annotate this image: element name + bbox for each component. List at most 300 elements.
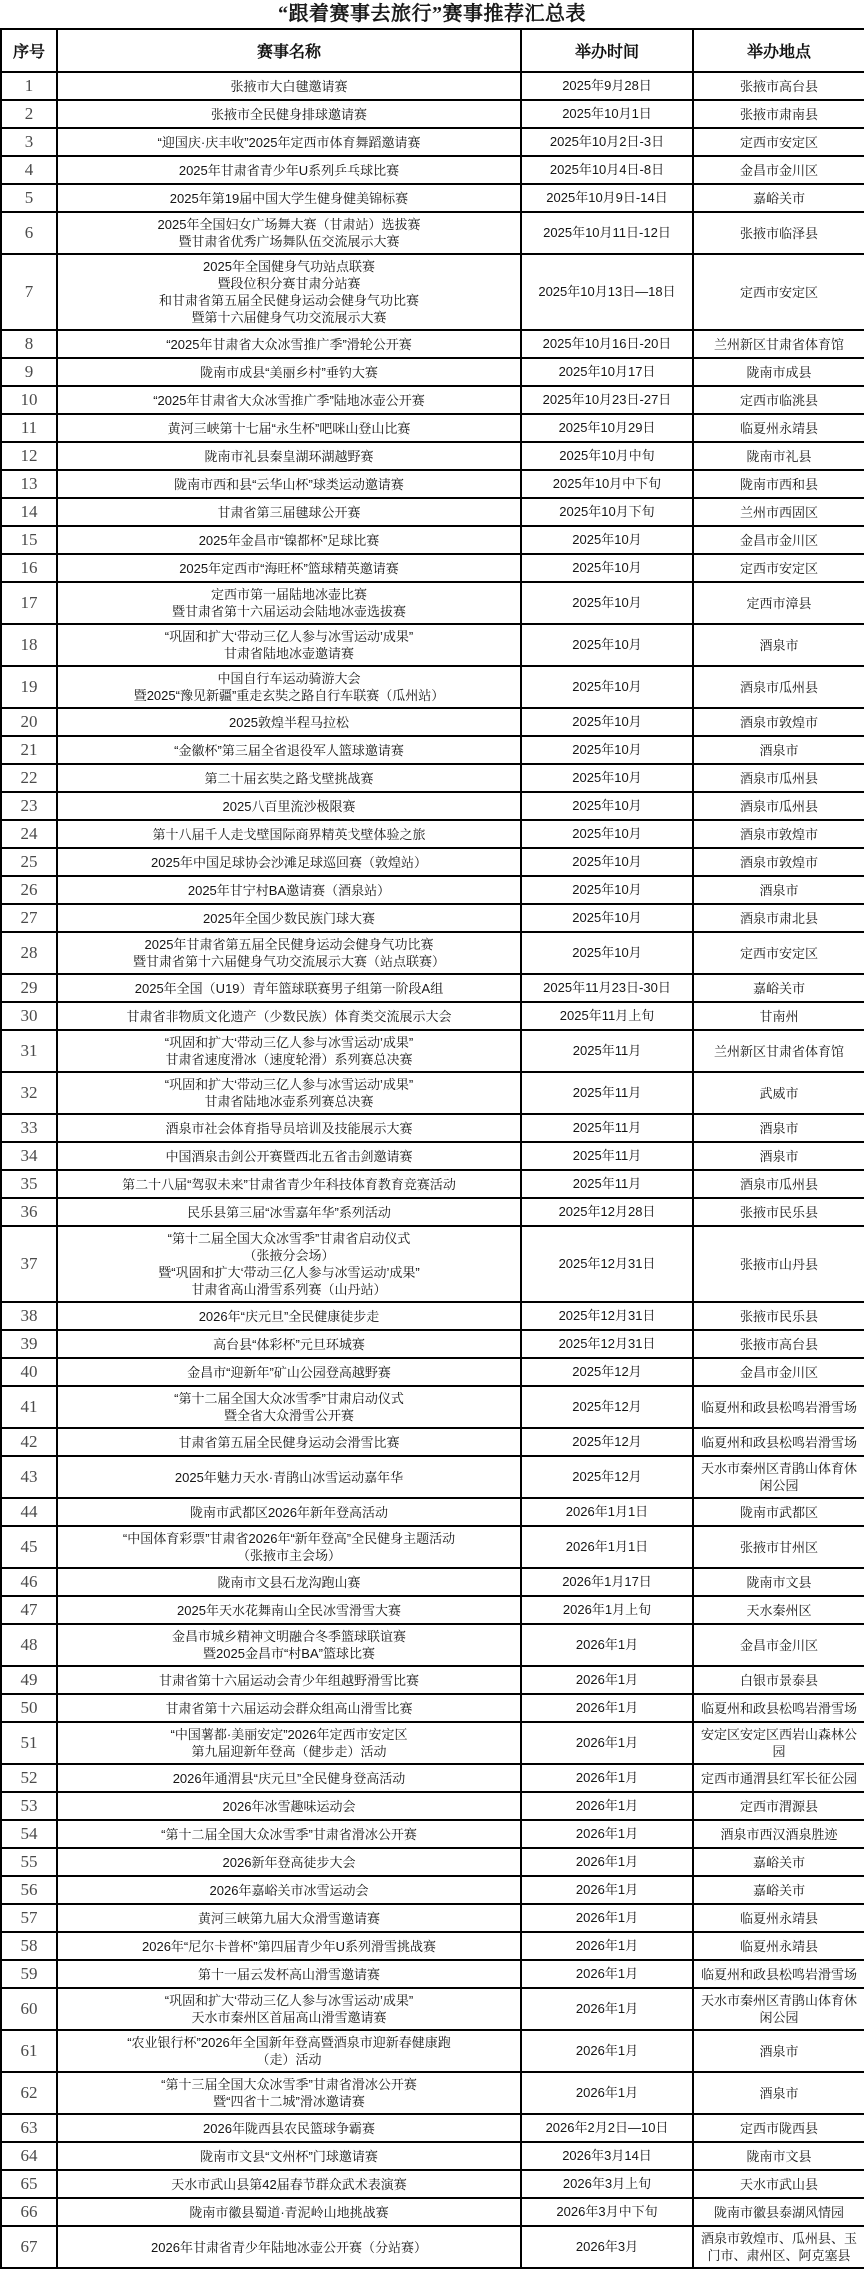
- table-row: [1, 100, 864, 128]
- table-row: [1, 2198, 864, 2226]
- event-location: 酒泉市: [693, 2072, 864, 2114]
- event-time: 2026年3月14日: [521, 2142, 693, 2170]
- row-index: 17: [1, 582, 57, 624]
- table-row: [1, 792, 864, 820]
- event-location: 金昌市金川区: [693, 1358, 864, 1386]
- event-time: 2025年10月: [521, 848, 693, 876]
- event-name: “农业银行杯”2026年全国新年登高暨酒泉市迎新春健康跑 （走）活动: [57, 2030, 521, 2072]
- event-name: 2026年陇西县农民篮球争霸赛: [57, 2114, 521, 2142]
- event-name: 第十一届云发杯高山滑雪邀请赛: [57, 1960, 521, 1988]
- row-index: 37: [1, 1226, 57, 1302]
- row-index: 38: [1, 1302, 57, 1330]
- event-time: 2025年10月4日-8日: [521, 156, 693, 184]
- row-index: 25: [1, 848, 57, 876]
- event-time: 2025年9月28日: [521, 72, 693, 100]
- table-row: [1, 1960, 864, 1988]
- row-index: 2: [1, 100, 57, 128]
- event-time: 2025年10月17日: [521, 358, 693, 386]
- table-row: [1, 708, 864, 736]
- header-event-time: 举办时间: [521, 29, 693, 72]
- row-index: 20: [1, 708, 57, 736]
- row-index: 16: [1, 554, 57, 582]
- table-row: [1, 974, 864, 1002]
- row-index: 62: [1, 2072, 57, 2114]
- event-location: 陇南市礼县: [693, 442, 864, 470]
- row-index: 23: [1, 792, 57, 820]
- row-index: 1: [1, 72, 57, 100]
- event-location: 陇南市文县: [693, 2142, 864, 2170]
- table-row: [1, 1198, 864, 1226]
- event-time: 2025年10月: [521, 666, 693, 708]
- event-time: 2026年1月: [521, 1960, 693, 1988]
- event-location: 嘉峪关市: [693, 974, 864, 1002]
- event-location: 临夏州和政县松鸣岩滑雪场: [693, 1386, 864, 1428]
- event-time: 2026年3月中下旬: [521, 2198, 693, 2226]
- row-index: 10: [1, 386, 57, 414]
- table-row: [1, 386, 864, 414]
- event-name: 陇南市礼县秦皇湖环湖越野赛: [57, 442, 521, 470]
- table-row: [1, 1792, 864, 1820]
- event-location: 张掖市民乐县: [693, 1198, 864, 1226]
- event-time: 2025年12月: [521, 1358, 693, 1386]
- event-time: 2025年10月中下旬: [521, 470, 693, 498]
- event-time: 2025年11月上旬: [521, 1002, 693, 1030]
- event-location: 张掖市山丹县: [693, 1226, 864, 1302]
- event-name: 甘肃省非物质文化遗产（少数民族）体育类交流展示大会: [57, 1002, 521, 1030]
- event-name: 2025年全国少数民族门球大赛: [57, 904, 521, 932]
- table-row: [1, 470, 864, 498]
- event-location: 嘉峪关市: [693, 1848, 864, 1876]
- table-row: [1, 1302, 864, 1330]
- table-row: [1, 1764, 864, 1792]
- event-time: 2025年10月29日: [521, 414, 693, 442]
- table-row: [1, 764, 864, 792]
- event-name: 金昌市“迎新年”矿山公园登高越野赛: [57, 1358, 521, 1386]
- event-location: 酒泉市瓜州县: [693, 666, 864, 708]
- table-row: [1, 330, 864, 358]
- row-index: 61: [1, 2030, 57, 2072]
- event-time: 2026年1月: [521, 2072, 693, 2114]
- event-time: 2025年11月: [521, 1142, 693, 1170]
- event-time: 2025年10月: [521, 932, 693, 974]
- event-location: 天水市秦州区青鹃山体育休闲公园: [693, 1988, 864, 2030]
- table-row: [1, 1330, 864, 1358]
- event-name: “第十二届全国大众冰雪季”甘肃省启动仪式 （张掖分会场） 暨“巩固和扩大‘带动三亿人参与冰雪运动’成果” 甘肃省高山滑雪系列赛（山丹站）: [57, 1226, 521, 1302]
- event-location: 定西市安定区: [693, 128, 864, 156]
- event-name: 甘肃省第十六届运动会群众组高山滑雪比赛: [57, 1694, 521, 1722]
- table-row: [1, 1694, 864, 1722]
- table-row: [1, 554, 864, 582]
- event-time: 2025年12月: [521, 1428, 693, 1456]
- row-index: 65: [1, 2170, 57, 2198]
- event-location: 酒泉市: [693, 736, 864, 764]
- event-name: 陇南市西和县“云华山杯”球类运动邀请赛: [57, 470, 521, 498]
- table-row: [1, 128, 864, 156]
- row-index: 33: [1, 1114, 57, 1142]
- event-location: 安定区安定区西岩山森林公园: [693, 1722, 864, 1764]
- event-location: 定西市渭源县: [693, 1792, 864, 1820]
- event-name: 第二十届玄奘之路戈壁挑战赛: [57, 764, 521, 792]
- event-time: 2026年1月: [521, 2030, 693, 2072]
- event-location: 金昌市金川区: [693, 1624, 864, 1666]
- table-row: [1, 1170, 864, 1198]
- row-index: 22: [1, 764, 57, 792]
- table-row: [1, 1876, 864, 1904]
- row-index: 11: [1, 414, 57, 442]
- event-time: 2025年10月: [521, 708, 693, 736]
- event-time: 2025年10月: [521, 582, 693, 624]
- event-time: 2026年1月: [521, 1624, 693, 1666]
- row-index: 15: [1, 526, 57, 554]
- event-location: 武威市: [693, 1072, 864, 1114]
- events-table: [0, 28, 864, 2269]
- table-row: [1, 1226, 864, 1302]
- table-row: [1, 904, 864, 932]
- row-index: 64: [1, 2142, 57, 2170]
- table-row: [1, 1498, 864, 1526]
- event-location: 兰州新区甘肃省体育馆: [693, 1030, 864, 1072]
- table-row: [1, 442, 864, 470]
- event-name: 2025年全国（U19）青年篮球联赛男子组第一阶段A组: [57, 974, 521, 1002]
- row-index: 13: [1, 470, 57, 498]
- table-row: [1, 2226, 864, 2268]
- event-name: 陇南市成县“美丽乡村”垂钓大赛: [57, 358, 521, 386]
- row-index: 3: [1, 128, 57, 156]
- event-location: 天水市武山县: [693, 2170, 864, 2198]
- table-row: [1, 1624, 864, 1666]
- event-name: 第二十八届“驾驭未来”甘肃省青少年科技体育教育竞赛活动: [57, 1170, 521, 1198]
- row-index: 63: [1, 2114, 57, 2142]
- event-name: 2026年嘉峪关市冰雪运动会: [57, 1876, 521, 1904]
- row-index: 26: [1, 876, 57, 904]
- row-index: 14: [1, 498, 57, 526]
- event-name: 中国自行车运动骑游大会 暨2025“豫见新疆”重走玄奘之路自行车联赛（瓜州站）: [57, 666, 521, 708]
- event-name: 2025年甘宁村BA邀请赛（酒泉站）: [57, 876, 521, 904]
- row-index: 4: [1, 156, 57, 184]
- row-index: 19: [1, 666, 57, 708]
- table-row: [1, 526, 864, 554]
- event-time: 2026年1月: [521, 1764, 693, 1792]
- row-index: 32: [1, 1072, 57, 1114]
- row-index: 45: [1, 1526, 57, 1568]
- event-name: “金徽杯”第三届全省退役军人篮球邀请赛: [57, 736, 521, 764]
- event-name: 2026年通渭县“庆元旦”全民健身登高活动: [57, 1764, 521, 1792]
- event-name: “第十三届全国大众冰雪季”甘肃省滑冰公开赛 暨“四省十二城”滑冰邀请赛: [57, 2072, 521, 2114]
- event-time: 2025年12月: [521, 1456, 693, 1498]
- event-name: 黄河三峡第九届大众滑雪邀请赛: [57, 1904, 521, 1932]
- event-time: 2025年10月下旬: [521, 498, 693, 526]
- event-name: 2025年甘肃省第五届全民健身运动会健身气功比赛 暨甘肃省第十六届健身气功交流展示大赛（站点联赛）: [57, 932, 521, 974]
- row-index: 29: [1, 974, 57, 1002]
- event-location: 定西市安定区: [693, 932, 864, 974]
- event-location: 陇南市西和县: [693, 470, 864, 498]
- event-name: “迎国庆·庆丰收”2025年定西市体育舞蹈邀请赛: [57, 128, 521, 156]
- event-name: 张掖市全民健身排球邀请赛: [57, 100, 521, 128]
- event-time: 2025年12月28日: [521, 1198, 693, 1226]
- event-location: 定西市陇西县: [693, 2114, 864, 2142]
- event-name: “巩固和扩大‘带动三亿人参与冰雪运动’成果” 甘肃省陆地冰壶系列赛总决赛: [57, 1072, 521, 1114]
- table-row: [1, 820, 864, 848]
- event-location: 酒泉市敦煌市: [693, 848, 864, 876]
- event-location: 临夏州永靖县: [693, 414, 864, 442]
- row-index: 18: [1, 624, 57, 666]
- event-name: 中国酒泉击剑公开赛暨西北五省击剑邀请赛: [57, 1142, 521, 1170]
- page-title: “跟着赛事去旅行”赛事推荐汇总表: [278, 3, 586, 25]
- header-index: 序号: [1, 29, 57, 72]
- row-index: 53: [1, 1792, 57, 1820]
- row-index: 48: [1, 1624, 57, 1666]
- event-time: 2025年10月9日-14日: [521, 184, 693, 212]
- event-time: 2025年12月: [521, 1386, 693, 1428]
- event-time: 2026年1月: [521, 1988, 693, 2030]
- event-location: 陇南市成县: [693, 358, 864, 386]
- table-row: [1, 932, 864, 974]
- event-location: 酒泉市瓜州县: [693, 1170, 864, 1198]
- event-name: 酒泉市社会体育指导员培训及技能展示大赛: [57, 1114, 521, 1142]
- row-index: 31: [1, 1030, 57, 1072]
- table-row: [1, 1358, 864, 1386]
- event-name: 陇南市徽县蜀道·青泥岭山地挑战赛: [57, 2198, 521, 2226]
- row-index: 42: [1, 1428, 57, 1456]
- event-time: 2025年11月: [521, 1170, 693, 1198]
- event-location: 酒泉市: [693, 876, 864, 904]
- event-time: 2025年10月1日: [521, 100, 693, 128]
- table-row: [1, 2142, 864, 2170]
- event-name: 2025八百里流沙极限赛: [57, 792, 521, 820]
- row-index: 30: [1, 1002, 57, 1030]
- row-index: 60: [1, 1988, 57, 2030]
- event-name: 2026年冰雪趣味运动会: [57, 1792, 521, 1820]
- event-name: 黄河三峡第十七届“永生杯”吧咪山登山比赛: [57, 414, 521, 442]
- event-time: 2025年11月: [521, 1072, 693, 1114]
- table-row: [1, 1722, 864, 1764]
- event-location: 酒泉市肃北县: [693, 904, 864, 932]
- row-index: 55: [1, 1848, 57, 1876]
- event-location: 张掖市临泽县: [693, 212, 864, 254]
- event-time: 2025年10月2日-3日: [521, 128, 693, 156]
- event-name: 第十八届千人走戈壁国际商界精英戈壁体验之旅: [57, 820, 521, 848]
- table-row: [1, 624, 864, 666]
- event-name: 甘肃省第五届全民健身运动会滑雪比赛: [57, 1428, 521, 1456]
- event-time: 2026年1月: [521, 1666, 693, 1694]
- header-row: [1, 29, 864, 72]
- table-row: [1, 1904, 864, 1932]
- table-row: [1, 212, 864, 254]
- event-location: 陇南市文县: [693, 1568, 864, 1596]
- event-time: 2025年11月: [521, 1114, 693, 1142]
- table-row: [1, 1428, 864, 1456]
- event-location: 酒泉市瓜州县: [693, 764, 864, 792]
- row-index: 40: [1, 1358, 57, 1386]
- event-location: 定西市临洮县: [693, 386, 864, 414]
- event-name: 陇南市文县“文州杯”门球邀请赛: [57, 2142, 521, 2170]
- event-name: “2025年甘肃省大众冰雪推广季”陆地冰壶公开赛: [57, 386, 521, 414]
- event-name: 定西市第一届陆地冰壶比赛 暨甘肃省第十六届运动会陆地冰壶选拔赛: [57, 582, 521, 624]
- table-row: [1, 72, 864, 100]
- event-name: 金昌市城乡精神文明融合冬季篮球联谊赛 暨2025金昌市“村BA”篮球比赛: [57, 1624, 521, 1666]
- event-location: 定西市安定区: [693, 254, 864, 330]
- event-location: 酒泉市: [693, 2030, 864, 2072]
- row-index: 24: [1, 820, 57, 848]
- event-time: 2026年1月: [521, 1904, 693, 1932]
- event-location: 金昌市金川区: [693, 526, 864, 554]
- event-location: 甘南州: [693, 1002, 864, 1030]
- row-index: 43: [1, 1456, 57, 1498]
- event-location: 兰州新区甘肃省体育馆: [693, 330, 864, 358]
- table-row: [1, 1666, 864, 1694]
- table-row: [1, 156, 864, 184]
- event-time: 2026年2月2日—10日: [521, 2114, 693, 2142]
- event-location: 天水市秦州区青鹃山体育休闲公园: [693, 1456, 864, 1498]
- row-index: 36: [1, 1198, 57, 1226]
- event-location: 天水秦州区: [693, 1596, 864, 1624]
- table-body: [1, 72, 864, 2268]
- event-name: 2025年第19届中国大学生健身健美锦标赛: [57, 184, 521, 212]
- row-index: 49: [1, 1666, 57, 1694]
- row-index: 34: [1, 1142, 57, 1170]
- event-time: 2025年10月: [521, 876, 693, 904]
- row-index: 28: [1, 932, 57, 974]
- event-time: 2026年1月: [521, 1820, 693, 1848]
- row-index: 59: [1, 1960, 57, 1988]
- table-row: [1, 666, 864, 708]
- event-name: 高台县“体彩杯”元旦环城赛: [57, 1330, 521, 1358]
- event-location: 张掖市高台县: [693, 72, 864, 100]
- event-name: 2025年天水花舞南山全民冰雪滑雪大赛: [57, 1596, 521, 1624]
- event-time: 2025年10月: [521, 820, 693, 848]
- table-row: [1, 184, 864, 212]
- event-time: 2025年10月: [521, 554, 693, 582]
- event-name: “巩固和扩大‘带动三亿人参与冰雪运动’成果” 天水市秦州区首届高山滑雪邀请赛: [57, 1988, 521, 2030]
- row-index: 6: [1, 212, 57, 254]
- table-row: [1, 498, 864, 526]
- event-name: 2025年金昌市“镍都杯”足球比赛: [57, 526, 521, 554]
- event-time: 2025年10月23日-27日: [521, 386, 693, 414]
- event-time: 2026年1月: [521, 1848, 693, 1876]
- event-name: 2026年“庆元旦”全民健康徒步走: [57, 1302, 521, 1330]
- event-name: 2026年“尼尔卡普杯”第四届青少年U系列滑雪挑战赛: [57, 1932, 521, 1960]
- event-location: 嘉峪关市: [693, 184, 864, 212]
- event-time: 2026年1月1日: [521, 1526, 693, 1568]
- row-index: 27: [1, 904, 57, 932]
- event-location: 临夏州和政县松鸣岩滑雪场: [693, 1694, 864, 1722]
- row-index: 56: [1, 1876, 57, 1904]
- event-location: 张掖市高台县: [693, 1330, 864, 1358]
- table-row: [1, 1932, 864, 1960]
- event-location: 酒泉市: [693, 624, 864, 666]
- event-time: 2026年1月: [521, 1722, 693, 1764]
- event-name: “中国体育彩票”甘肃省2026年“新年登高”全民健身主题活动 （张掖市主会场）: [57, 1526, 521, 1568]
- event-name: 2025年中国足球协会沙滩足球巡回赛（敦煌站）: [57, 848, 521, 876]
- table-row: [1, 1142, 864, 1170]
- event-time: 2026年1月: [521, 1876, 693, 1904]
- table-row: [1, 876, 864, 904]
- event-time: 2026年1月1日: [521, 1498, 693, 1526]
- event-name: 2026新年登高徒步大会: [57, 1848, 521, 1876]
- table-row: [1, 358, 864, 386]
- table-row: [1, 1526, 864, 1568]
- table-row: [1, 1848, 864, 1876]
- table-row: [1, 582, 864, 624]
- event-time: 2025年12月31日: [521, 1302, 693, 1330]
- table-row: [1, 414, 864, 442]
- event-time: 2025年10月: [521, 624, 693, 666]
- row-index: 39: [1, 1330, 57, 1358]
- event-time: 2025年10月13日—18日: [521, 254, 693, 330]
- table-row: [1, 1596, 864, 1624]
- event-time: 2025年10月: [521, 792, 693, 820]
- event-time: 2025年11月23日-30日: [521, 974, 693, 1002]
- header-event-location: 举办地点: [693, 29, 864, 72]
- event-location: 金昌市金川区: [693, 156, 864, 184]
- table-row: [1, 736, 864, 764]
- row-index: 66: [1, 2198, 57, 2226]
- row-index: 51: [1, 1722, 57, 1764]
- event-name: 2025年魅力天水·青鹃山冰雪运动嘉年华: [57, 1456, 521, 1498]
- event-name: “巩固和扩大‘带动三亿人参与冰雪运动’成果” 甘肃省陆地冰壶邀请赛: [57, 624, 521, 666]
- row-index: 41: [1, 1386, 57, 1428]
- event-time: 2025年11月: [521, 1030, 693, 1072]
- event-time: 2025年12月31日: [521, 1330, 693, 1358]
- event-name: 张掖市大白毽邀请赛: [57, 72, 521, 100]
- event-location: 张掖市肃南县: [693, 100, 864, 128]
- event-time: 2026年1月上旬: [521, 1596, 693, 1624]
- event-time: 2026年1月: [521, 1792, 693, 1820]
- event-time: 2025年10月中旬: [521, 442, 693, 470]
- table-row: [1, 1002, 864, 1030]
- row-index: 12: [1, 442, 57, 470]
- row-index: 9: [1, 358, 57, 386]
- event-location: 定西市通渭县红军长征公园: [693, 1764, 864, 1792]
- event-location: 酒泉市敦煌市: [693, 820, 864, 848]
- table-row: [1, 1568, 864, 1596]
- row-index: 35: [1, 1170, 57, 1198]
- event-name: 甘肃省第三届毽球公开赛: [57, 498, 521, 526]
- event-time: 2026年3月上旬: [521, 2170, 693, 2198]
- event-name: 天水市武山县第42届春节群众武术表演赛: [57, 2170, 521, 2198]
- row-index: 5: [1, 184, 57, 212]
- event-name: 2025年定西市“海旺杯”篮球精英邀请赛: [57, 554, 521, 582]
- event-location: 临夏州和政县松鸣岩滑雪场: [693, 1960, 864, 1988]
- table-row: [1, 2114, 864, 2142]
- event-location: 陇南市武都区: [693, 1498, 864, 1526]
- event-name: “中国薯都·美丽安定”2026年定西市安定区 第九届迎新年登高（健步走）活动: [57, 1722, 521, 1764]
- event-location: 兰州市西固区: [693, 498, 864, 526]
- event-location: 酒泉市西汉酒泉胜迹: [693, 1820, 864, 1848]
- event-location: 白银市景泰县: [693, 1666, 864, 1694]
- event-location: 酒泉市: [693, 1142, 864, 1170]
- row-index: 57: [1, 1904, 57, 1932]
- table-row: [1, 1988, 864, 2030]
- event-time: 2026年1月: [521, 1694, 693, 1722]
- table-row: [1, 1456, 864, 1498]
- event-time: 2026年1月17日: [521, 1568, 693, 1596]
- table-row: [1, 848, 864, 876]
- row-index: 21: [1, 736, 57, 764]
- event-name: “第十二届全国大众冰雪季”甘肃启动仪式 暨全省大众滑雪公开赛: [57, 1386, 521, 1428]
- event-name: “巩固和扩大‘带动三亿人参与冰雪运动’成果” 甘肃省速度滑冰（速度轮滑）系列赛总决赛: [57, 1030, 521, 1072]
- table-row: [1, 254, 864, 330]
- event-time: 2025年10月16日-20日: [521, 330, 693, 358]
- row-index: 52: [1, 1764, 57, 1792]
- event-location: 陇南市徽县泰湖风情园: [693, 2198, 864, 2226]
- table-row: [1, 2072, 864, 2114]
- event-name: 陇南市武都区2026年新年登高活动: [57, 1498, 521, 1526]
- event-location: 临夏州和政县松鸣岩滑雪场: [693, 1428, 864, 1456]
- row-index: 44: [1, 1498, 57, 1526]
- event-location: 定西市安定区: [693, 554, 864, 582]
- row-index: 54: [1, 1820, 57, 1848]
